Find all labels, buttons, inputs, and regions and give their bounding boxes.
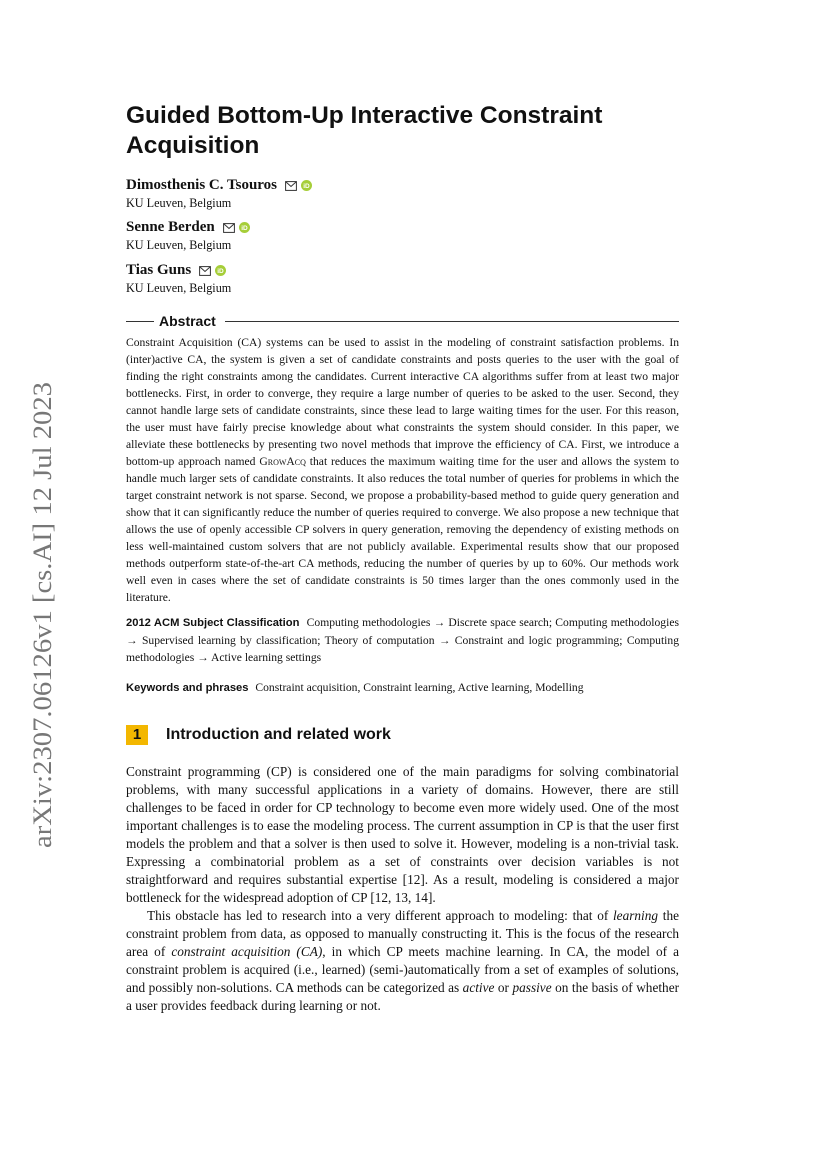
- keywords-text: Constraint acquisition, Constraint learning, Active learning, Modelling: [255, 681, 584, 694]
- orcid-icon[interactable]: [301, 180, 312, 191]
- svg-text:iD: iD: [217, 268, 224, 276]
- svg-text:iD: iD: [241, 225, 248, 233]
- paragraph: [126, 907, 679, 1015]
- emphasis: active: [462, 980, 495, 995]
- text-run: , in which CP meets machine learning. In CA, the model of a constraint problem is acquired (i.e., learned) (semi-)automatically from a set of examples of solutions, and possibly non-solutions. CA methods can be categorized as: [126, 944, 679, 995]
- author-block: [126, 261, 231, 296]
- keywords: [126, 679, 679, 697]
- text-run: This obstacle has led to research into a very different approach to modeling: that of: [147, 908, 609, 923]
- text-run: on the basis of whether a user provides feedback during learning or not.: [126, 980, 680, 1013]
- author-icons: [199, 261, 226, 279]
- section-heading: [126, 725, 391, 747]
- author-name: Dimosthenis C. Tsouros: [126, 177, 278, 194]
- paper-title: Guided Bottom-Up Interactive Constraint Acquisition: [126, 102, 603, 159]
- arxiv-stamp: [19, 380, 63, 850]
- abstract-text-part: that reduces the maximum waiting time for the user and allows the system to handle much larger sets of candidate constraints. It also reduces the total number of queries for problems in which the target constraint network is not sparse. Second, we propose a probability-based method to guide query generation and show that it can significantly reduce the number of queries required to converge. We also propose a new technique that allows the use of openly accessible CP solvers in query generation, removing the dependency of existing methods on less well-maintained custom solvers that are not publicly available. Experimental results show that our proposed methods outperform state-of-the-art CA methods, reducing the number of queries by up to 60%. Our methods work well even in cases where the set of candidate constraints is 50 times larger than the ones commonly used in the literature.: [126, 455, 679, 604]
- growacq-name: GrowAcq: [259, 455, 306, 468]
- author-affiliation: KU Leuven, Belgium: [126, 196, 232, 211]
- orcid-icon[interactable]: [239, 222, 250, 233]
- section-title: Introduction and related work: [166, 726, 391, 743]
- emphasis: learning: [612, 908, 659, 923]
- author-icons: [285, 176, 312, 194]
- author-icons: [223, 218, 250, 236]
- author-name: Tias Guns: [126, 262, 192, 279]
- author-name: Senne Berden: [126, 219, 215, 236]
- divider: [126, 321, 154, 322]
- arxiv-stamp-svg: [19, 380, 63, 850]
- arxiv-id: arXiv:2307.06126v1 [cs.AI] 12 Jul 2023: [28, 424, 57, 848]
- emphasis: passive: [512, 980, 552, 995]
- envelope-icon[interactable]: [285, 181, 297, 191]
- section-number-badge: 1: [126, 725, 148, 745]
- abstract-heading-row: [126, 312, 679, 330]
- keywords-label: Keywords and phrases: [126, 682, 249, 694]
- abstract-text-part: Constraint Acquisition (CA) systems can be used to assist in the modeling of constraint satisfaction problems. In (inter)active CA, the system is given a set of candidate constraints and posts queries to the user with the goal of finding the right constraints among the candidates. Current interactive CA algorithms suffer from at least two major bottlenecks. First, in order to converge, they require a large number of queries to be asked to the user. Second, they cannot handle large sets of candidate constraints, since these lead to large waiting times for the user. For this reason, the user must have fairly precise knowledge about what constraints the system should consider. In this paper, we alleviate these bottlenecks by presenting two novel methods that improve the efficiency of CA. First, we introduce a bottom-up approach named: [126, 336, 679, 468]
- paragraph: Constraint programming (CP) is considered one of the main paradigms for solving combinatorial problems, with many successful applications in a variety of domains. However, there are still challenges to be faced in order for CP technology to become even more widely used. One of the most important challenges is to ease the modeling process. The current assumption in CP is that the user first models the problem and that a solver is then used to solve it. However, modeling is a non-trivial task. Expressing a combinatorial problem as a set of constraints over decision variables is not straightforward and requires substantial expertise [12]. As a result, modeling is considered a major bottleneck for the widespread adoption of CP [12, 13, 14].: [126, 764, 679, 905]
- author-block: [126, 176, 312, 211]
- divider: [225, 321, 679, 322]
- author-affiliation: KU Leuven, Belgium: [126, 238, 232, 253]
- abstract-text: [126, 334, 679, 606]
- orcid-icon[interactable]: [215, 265, 226, 276]
- abstract-heading: Abstract: [159, 313, 216, 329]
- acm-classification: [126, 614, 679, 666]
- envelope-icon[interactable]: [223, 223, 235, 233]
- author-affiliation: KU Leuven, Belgium: [126, 281, 232, 296]
- text-run: or: [497, 980, 509, 995]
- emphasis: constraint acquisition (CA): [171, 944, 323, 959]
- svg-text:iD: iD: [303, 183, 310, 191]
- intro-body: [126, 763, 679, 1015]
- acm-label: 2012 ACM Subject Classification: [126, 617, 300, 629]
- envelope-icon[interactable]: [199, 266, 211, 276]
- author-block: [126, 218, 250, 253]
- acm-text: Computing methodologies → Discrete space search; Computing methodologies → Supervised learning by classification; Theory of computation → Constraint and logic programming; Computing methodologies → Active learning settings: [126, 616, 679, 664]
- text-run: the constraint problem from data, as opposed to manually constructing it. This is the focus of the research area of: [126, 908, 679, 959]
